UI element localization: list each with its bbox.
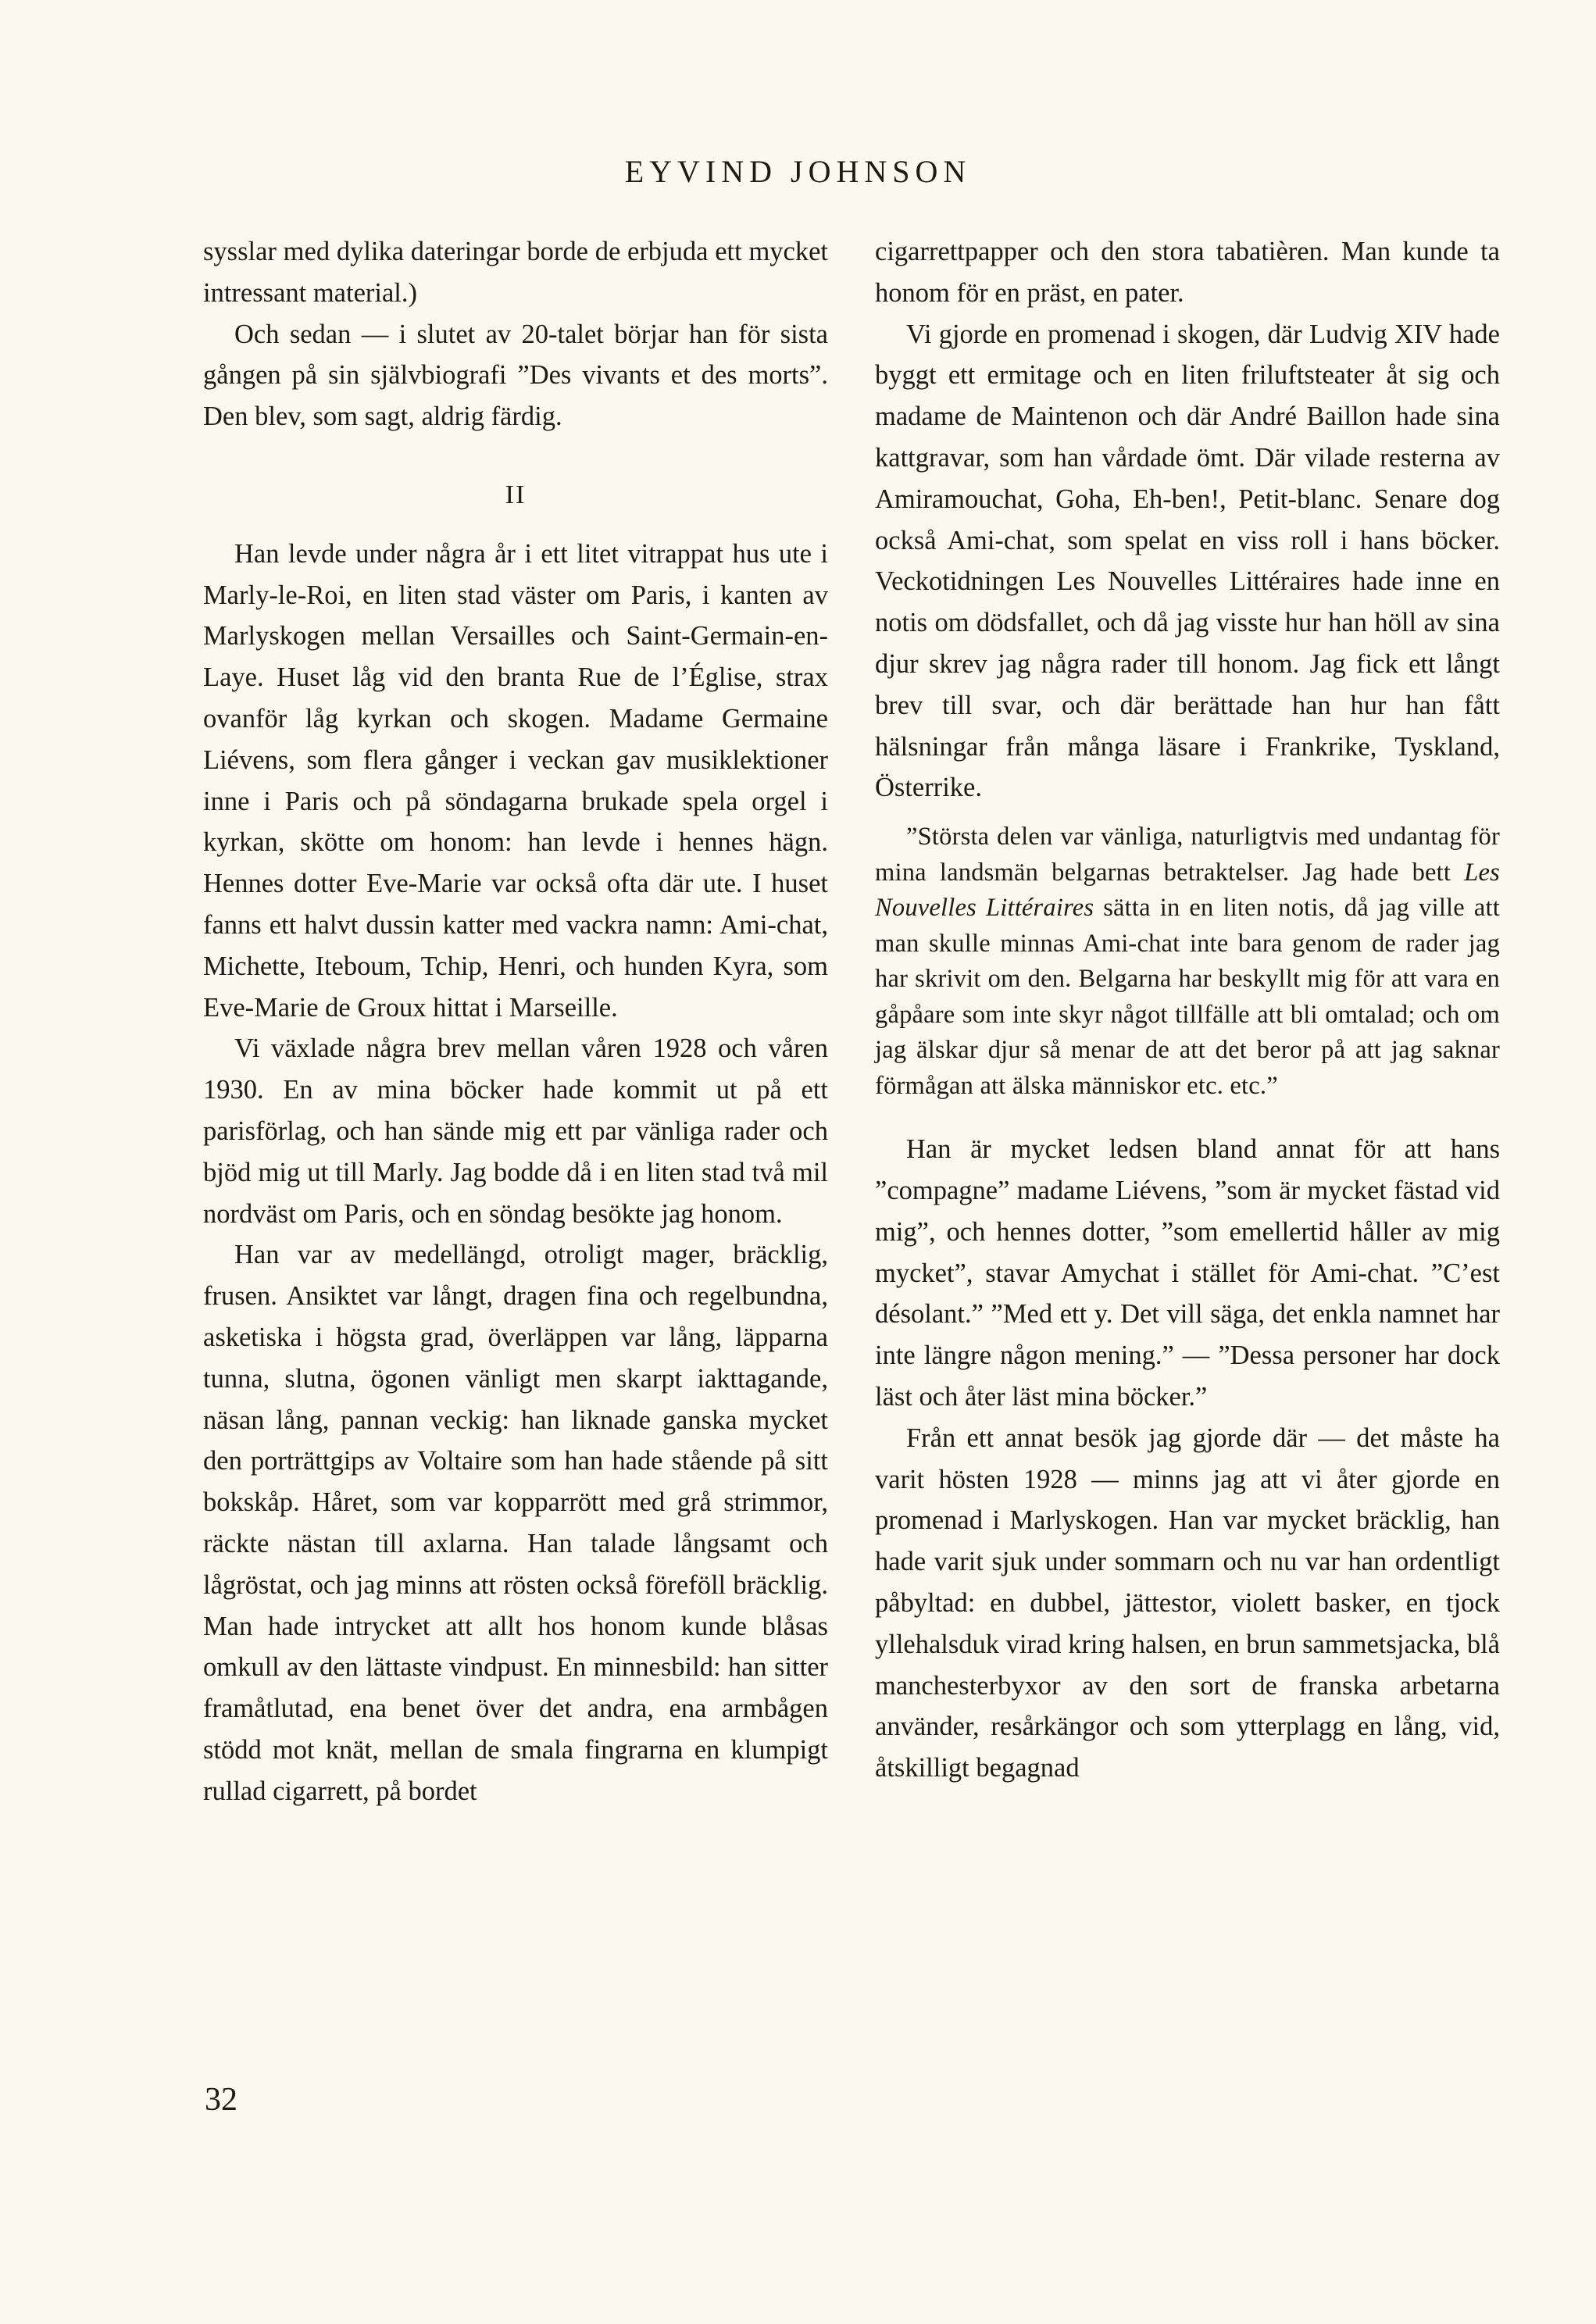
quote-italic-title: Les Nouvelles Littéraires <box>875 858 1500 923</box>
block-quote <box>875 819 1500 1104</box>
paragraph: Han var av medellängd, otroligt mager, bräcklig, frusen. Ansiktet var långt, dragen fina och regelbundna, asketiska i högsta grad, överläppen var lång, läpparna tunna, slutna, ögonen vänligt men skarpt iakttagande, näsan lång, pannan veckig: han liknade ganska mycket den porträttgips av Voltaire som han hade stående på sitt bokskåp. Håret, som var kopparrött med grå strimmor, räckte nästan till axlarna. Han talade långsamt och lågröstat, och jag minns att rösten också föreföll bräcklig. Man hade intrycket att allt hos honom kunde blåsas omkull av den lättaste vindpust. En minnesbild: han sitter framåtlutad, ena benet över det andra, ena armbågen stödd mot knät, mellan de smala fingrarna en klumpigt rullad cigarrett, på bordet <box>203 1240 828 1806</box>
paragraph: Vi gjorde en promenad i skogen, där Ludvig XIV hade byggt ett ermitage och en liten friluftsteater åt sig och madame de Maintenon och där André Baillon hade sina kattgravar, som han vårdade ömt. Där vilade resterna av Amiramouchat, Goha, Eh-ben!, Petit-blanc. Senare dog också Ami-chat, som spelat en viss roll i hans böcker. Veckotidningen Les Nouvelles Littéraires hade inne en notis om dödsfallet, och då jag visste hur han höll av sina djur skrev jag några rader till honom. Jag fick ett långt brev till svar, och där berättade han hur han fått hälsningar från många läsare i Frankrike, Tyskland, Österrike. <box>875 319 1500 803</box>
quote-text: sätta in en liten notis, då jag ville att man skulle minnas Ami-chat inte bara genom de rader jag har skrivit om den. Belgarna har beskyllt mig för att vara en gåpåare som inte skyr något tillfälle att bli omtalad; och om jag älskar djur så menar de att det beror på att jag saknar förmågan att älska människor etc. etc.” <box>875 894 1500 1100</box>
paragraph: sysslar med dylika dateringar borde de erbjuda ett mycket intressant material.) <box>203 237 828 308</box>
paragraph: Från ett annat besök jag gjorde där — det måste ha varit hösten 1928 — minns jag att vi åter gjorde en promenad i Marlyskogen. Han var mycket bräcklig, han hade varit sjuk under sommarn och nu var han ordentligt påbyltad: en dubbel, jättestor, violett basker, en tjock yllehalsduk virad kring halsen, en brun sammetsjacka, blå manchesterbyxor av den sort de franska arbetarna använder, resårkängor och som ytterplagg en lång, vid, åtskilligt begagnad <box>875 1423 1500 1783</box>
right-column <box>875 231 1500 1789</box>
left-column <box>203 231 828 1812</box>
paragraph: cigarrettpapper och den stora tabatièren. Man kunde ta honom för en präst, en pater. <box>875 237 1500 308</box>
running-head: EYVIND JOHNSON <box>624 154 972 189</box>
paragraph: Och sedan — i slutet av 20-talet börjar han för sista gången på sin självbiografi ”Des vivants et des morts”. Den blev, som sagt, aldrig färdig. <box>203 319 828 432</box>
page-number: 32 <box>205 2082 237 2118</box>
paragraph: Han levde under några år i ett litet vitrappat hus ute i Marly-le-Roi, en liten stad väster om Paris, i kanten av Marlyskogen mellan Versailles och Saint-Germain-en-Laye. Huset låg vid den branta Rue de l’Église, strax ovanför låg kyrkan och skogen. Madame Germaine Liévens, som flera gånger i veckan gav musiklektioner inne i Paris och på söndagarna brukade spela orgel i kyrkan, skötte om honom: han levde i hennes hägn. Hennes dotter Eve-Marie var också ofta där ute. I huset fanns ett halvt dussin katter med vackra namn: Ami-chat, Michette, Iteboum, Tchip, Henri, och hunden Kyra, som Eve-Marie de Groux hittat i Marseille. <box>203 538 828 1023</box>
section-heading: II <box>505 480 527 509</box>
quote-text: ”Största delen var vänliga, naturligtvis med undantag för mina landsmän belgarnas betraktelser. Jag hade bett <box>875 823 1500 887</box>
paragraph: Han är mycket ledsen bland annat för att hans ”compagne” madame Liévens, ”som är mycket fästad vid mig”, och hennes dotter, ”som emellertid håller av mig mycket”, stavar Amychat i stället för Ami-chat. ”C’est désolant.” ”Med ett y. Det vill säga, det enkla namnet har inte längre någon mening.” — ”Dessa personer har dock läst och åter läst mina böcker.” <box>875 1134 1500 1412</box>
paragraph: Vi växlade några brev mellan våren 1928 och våren 1930. En av mina böcker hade kommit ut på ett parisförlag, och han sände mig ett par vänliga rader och bjöd mig ut till Marly. Jag bodde då i en liten stad två mil nordväst om Paris, och en söndag besökte jag honom. <box>203 1033 828 1229</box>
